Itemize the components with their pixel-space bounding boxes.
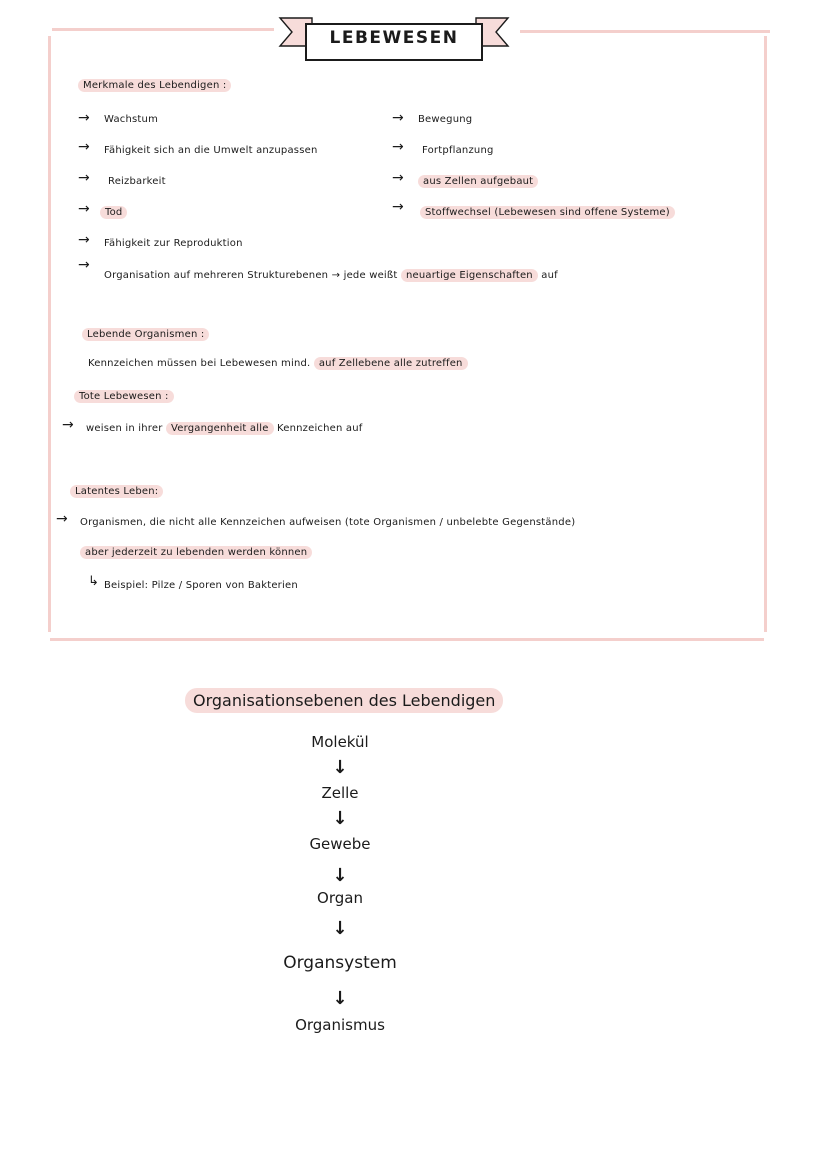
organisation-arrow: → (331, 270, 341, 281)
arrow-right-icon: → (78, 232, 90, 248)
organisation-suffix: auf (541, 270, 558, 281)
tote-highlight: Vergangenheit alle (166, 422, 274, 435)
arrow-down-icon: ↓ (332, 757, 348, 778)
tote-heading (74, 391, 174, 402)
tote-text-end: Kennzeichen auf (276, 423, 363, 434)
arrow-right-icon: → (78, 170, 90, 186)
arrow-right-icon: → (62, 417, 74, 433)
organisation-prefix: Organisation auf mehreren Strukturebenen (104, 270, 329, 281)
arrow-down-icon: ↓ (332, 865, 348, 886)
level-organsystem: Organsystem (283, 953, 397, 973)
arrow-right-icon: → (78, 110, 90, 126)
merkmal-item-text: aus Zellen aufgebaut (418, 175, 538, 188)
merkmale-heading-text: Merkmale des Lebendigen : (78, 79, 231, 92)
organisation-highlight: neuartige Eigenschaften (401, 269, 538, 282)
latentes-example: Beispiel: Pilze / Sporen von Bakterien (104, 580, 298, 591)
frame-left (48, 36, 51, 632)
lebende-text (88, 358, 468, 369)
arrow-right-icon: → (78, 201, 90, 217)
arrow-right-icon: → (78, 139, 90, 155)
arrow-right-icon: → (78, 257, 90, 273)
level-molekuel: Molekül (311, 733, 369, 751)
level-gewebe: Gewebe (309, 835, 371, 853)
arrow-right-icon: → (392, 110, 404, 126)
tote-text (86, 423, 363, 434)
return-arrow-icon: ↳ (88, 574, 99, 589)
tote-heading-text: Tote Lebewesen : (74, 390, 174, 403)
merkmal-item: Reizbarkeit (108, 176, 166, 187)
ebenen-title-text: Organisationsebenen des Lebendigen (193, 691, 496, 710)
organisation-line (104, 270, 558, 281)
arrow-right-icon: → (392, 199, 404, 215)
merkmal-item: Fähigkeit zur Reproduktion (104, 238, 243, 249)
ebenen-title (185, 688, 503, 713)
merkmal-item: Fähigkeit sich an die Umwelt anzupassen (104, 145, 318, 156)
level-organismus: Organismus (295, 1016, 385, 1034)
frame-top-right (520, 30, 770, 33)
level-zelle: Zelle (321, 784, 359, 802)
arrow-right-icon: → (56, 511, 68, 527)
arrow-right-icon: → (392, 170, 404, 186)
arrow-down-icon: ↓ (332, 808, 348, 829)
arrow-down-icon: ↓ (332, 988, 348, 1009)
merkmal-item: Fortpflanzung (422, 145, 494, 156)
arrow-down-icon: ↓ (332, 918, 348, 939)
merkmal-item: Bewegung (418, 114, 473, 125)
latentes-line2-text: aber jederzeit zu lebenden werden können (80, 546, 312, 559)
merkmale-heading (78, 80, 231, 91)
arrow-right-icon: → (392, 139, 404, 155)
lebende-heading (82, 329, 209, 340)
merkmal-item-text: Tod (100, 206, 127, 219)
latentes-heading-text: Latentes Leben: (70, 485, 163, 498)
lebende-text-start: Kennzeichen müssen bei Lebewesen mind. (88, 358, 311, 369)
merkmal-item (418, 176, 538, 187)
lebende-heading-text: Lebende Organismen : (82, 328, 209, 341)
latentes-heading (70, 486, 163, 497)
merkmal-item: Wachstum (104, 114, 159, 125)
lebende-highlight: auf Zellebene alle zutreffen (314, 357, 468, 370)
merkmal-item (100, 207, 127, 218)
page-title: LEBEWESEN (329, 28, 459, 48)
frame-right (764, 36, 767, 632)
frame-top-left (52, 28, 274, 31)
organisation-mid: jede weißt (343, 270, 398, 281)
latentes-line1: Organismen, die nicht alle Kennzeichen aufweisen (tote Organismen / unbelebte Gegenstände) (80, 517, 576, 528)
merkmal-item (420, 207, 675, 218)
merkmal-item-text: Stoffwechsel (Lebewesen sind offene Systeme) (420, 206, 675, 219)
frame-bottom (50, 638, 764, 641)
tote-text-start: weisen in ihrer (86, 423, 163, 434)
latentes-line2 (80, 547, 312, 558)
level-organ: Organ (317, 889, 363, 907)
